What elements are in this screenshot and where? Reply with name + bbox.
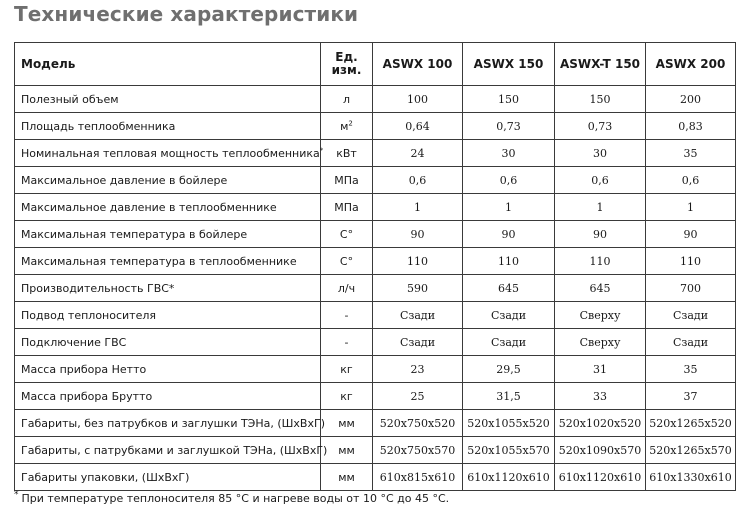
row-parameter-label: Номинальная тепловая мощность теплообменника bbox=[21, 146, 320, 160]
footnote-marker: * bbox=[14, 490, 19, 501]
row-unit bbox=[321, 248, 373, 275]
row-unit-label: кг bbox=[340, 389, 353, 403]
row-value-model-2: Сзади bbox=[463, 329, 555, 356]
row-unit-label: МПа bbox=[334, 173, 359, 187]
row-value-model-1: 610x815x610 bbox=[373, 464, 463, 491]
table-row bbox=[15, 464, 736, 491]
row-unit-label: кг bbox=[340, 362, 353, 376]
row-parameter-name bbox=[15, 464, 321, 491]
row-value-model-2: 645 bbox=[463, 275, 555, 302]
row-unit bbox=[321, 437, 373, 464]
row-value-model-4: 700 bbox=[646, 275, 736, 302]
row-value-model-4: 37 bbox=[646, 383, 736, 410]
row-value-model-4: 1 bbox=[646, 194, 736, 221]
row-value-model-3: 645 bbox=[555, 275, 646, 302]
table-row bbox=[15, 437, 736, 464]
row-parameter-label: Максимальная температура в бойлере bbox=[21, 227, 248, 241]
table-header-row bbox=[15, 43, 736, 86]
header-model-3: ASWX-T 150 bbox=[555, 43, 646, 86]
row-parameter-name bbox=[15, 248, 321, 275]
row-parameter-label: Производительность ГВС* bbox=[21, 281, 175, 295]
row-parameter-label: Габариты, без патрубков и заглушки ТЭНа, (ШхВхГ) bbox=[21, 416, 325, 430]
row-unit-label: мм bbox=[338, 443, 355, 457]
row-unit-label: л bbox=[342, 92, 351, 106]
row-value-model-4: 610x1330x610 bbox=[646, 464, 736, 491]
header-unit-line1: Ед. bbox=[335, 50, 358, 64]
row-parameter-name bbox=[15, 383, 321, 410]
row-value-model-2: 610x1120x610 bbox=[463, 464, 555, 491]
row-value-model-3: 110 bbox=[555, 248, 646, 275]
row-parameter-label: Максимальное давление в теплообменнике bbox=[21, 200, 277, 214]
row-value-model-1: 520x750x520 bbox=[373, 410, 463, 437]
row-unit-label: - bbox=[344, 308, 349, 322]
row-value-model-4: 520x1265x520 bbox=[646, 410, 736, 437]
row-unit-superscript: 2 bbox=[348, 118, 353, 127]
row-value-model-4: 200 bbox=[646, 86, 736, 113]
row-parameter-label: Максимальное давление в бойлере bbox=[21, 173, 228, 187]
row-unit bbox=[321, 356, 373, 383]
table-row bbox=[15, 113, 736, 140]
row-value-model-2: 150 bbox=[463, 86, 555, 113]
row-parameter-name bbox=[15, 302, 321, 329]
row-unit bbox=[321, 113, 373, 140]
row-parameter-name bbox=[15, 356, 321, 383]
row-value-model-4: 90 bbox=[646, 221, 736, 248]
row-value-model-2: 1 bbox=[463, 194, 555, 221]
row-parameter-footnote-marker: * bbox=[319, 145, 324, 154]
row-unit-label: кВт bbox=[336, 146, 357, 160]
row-parameter-label: Масса прибора Брутто bbox=[21, 389, 153, 403]
row-unit-label: л/ч bbox=[337, 281, 356, 295]
row-value-model-4: 110 bbox=[646, 248, 736, 275]
row-value-model-3: Сверху bbox=[555, 329, 646, 356]
row-value-model-3: 1 bbox=[555, 194, 646, 221]
header-model-2: ASWX 150 bbox=[463, 43, 555, 86]
page-title: Технические характеристики bbox=[14, 2, 359, 26]
row-value-model-2: 29,5 bbox=[463, 356, 555, 383]
row-unit bbox=[321, 275, 373, 302]
row-value-model-3: 31 bbox=[555, 356, 646, 383]
row-parameter-name bbox=[15, 140, 324, 167]
row-parameter-name bbox=[15, 113, 321, 140]
row-unit-label: С° bbox=[339, 227, 354, 241]
row-value-model-2: 31,5 bbox=[463, 383, 555, 410]
spec-table bbox=[14, 42, 736, 491]
row-unit-label: м bbox=[340, 119, 349, 133]
row-unit bbox=[321, 140, 373, 167]
row-unit bbox=[321, 194, 373, 221]
table-row bbox=[15, 140, 736, 167]
row-value-model-2: 110 bbox=[463, 248, 555, 275]
row-parameter-name bbox=[15, 167, 321, 194]
row-value-model-1: 590 bbox=[373, 275, 463, 302]
row-value-model-1: 1 bbox=[373, 194, 463, 221]
row-parameter-name bbox=[15, 221, 321, 248]
table-row bbox=[15, 356, 736, 383]
row-parameter-name bbox=[15, 410, 325, 437]
row-unit bbox=[321, 302, 373, 329]
row-unit-label: С° bbox=[339, 254, 354, 268]
row-value-model-4: 520x1265x570 bbox=[646, 437, 736, 464]
row-unit-label: - bbox=[344, 335, 349, 349]
row-parameter-name bbox=[15, 437, 328, 464]
row-value-model-1: 110 bbox=[373, 248, 463, 275]
row-value-model-1: 23 bbox=[373, 356, 463, 383]
row-value-model-2: 520x1055x520 bbox=[463, 410, 555, 437]
row-unit bbox=[321, 410, 373, 437]
header-model-4: ASWX 200 bbox=[646, 43, 736, 86]
footnote bbox=[14, 492, 449, 505]
table-row bbox=[15, 194, 736, 221]
table-row bbox=[15, 329, 736, 356]
row-value-model-2: 90 bbox=[463, 221, 555, 248]
table-row bbox=[15, 275, 736, 302]
row-value-model-1: Сзади bbox=[373, 329, 463, 356]
row-value-model-1: 0,6 bbox=[373, 167, 463, 194]
row-parameter-label: Масса прибора Нетто bbox=[21, 362, 147, 376]
row-value-model-1: 24 bbox=[373, 140, 463, 167]
row-value-model-3: 0,73 bbox=[555, 113, 646, 140]
row-value-model-4: 0,83 bbox=[646, 113, 736, 140]
row-parameter-name bbox=[15, 329, 321, 356]
table-row bbox=[15, 302, 736, 329]
row-value-model-3: 0,6 bbox=[555, 167, 646, 194]
table-row bbox=[15, 248, 736, 275]
row-value-model-2: 520x1055x570 bbox=[463, 437, 555, 464]
row-value-model-2: 30 bbox=[463, 140, 555, 167]
row-unit bbox=[321, 329, 373, 356]
row-value-model-1: 25 bbox=[373, 383, 463, 410]
footnote-text: При температуре теплоносителя 85 °С и нагреве воды от 10 °С до 45 °С. bbox=[21, 492, 450, 505]
row-value-model-3: 520x1090x570 bbox=[555, 437, 646, 464]
row-value-model-4: 0,6 bbox=[646, 167, 736, 194]
row-value-model-3: 30 bbox=[555, 140, 646, 167]
header-unit bbox=[321, 43, 373, 86]
row-unit-label: мм bbox=[338, 470, 355, 484]
row-value-model-4: 35 bbox=[646, 140, 736, 167]
row-value-model-3: 520x1020x520 bbox=[555, 410, 646, 437]
row-value-model-1: Сзади bbox=[373, 302, 463, 329]
table-row bbox=[15, 221, 736, 248]
row-parameter-label: Максимальная температура в теплообменнике bbox=[21, 254, 297, 268]
row-value-model-4: Сзади bbox=[646, 329, 736, 356]
row-value-model-3: 90 bbox=[555, 221, 646, 248]
row-parameter-label: Габариты, с патрубками и заглушкой ТЭНа, (ШхВхГ) bbox=[21, 443, 328, 457]
row-value-model-1: 0,64 bbox=[373, 113, 463, 140]
row-unit bbox=[321, 383, 373, 410]
row-unit-label: мм bbox=[338, 416, 355, 430]
header-unit-line2: изм. bbox=[331, 63, 362, 77]
row-value-model-4: 35 bbox=[646, 356, 736, 383]
spec-table-body bbox=[15, 86, 736, 491]
row-value-model-4: Сзади bbox=[646, 302, 736, 329]
row-parameter-label: Подвод теплоносителя bbox=[21, 308, 156, 322]
row-parameter-label: Площадь теплообменника bbox=[21, 119, 176, 133]
row-parameter-label: Подключение ГВС bbox=[21, 335, 127, 349]
table-row bbox=[15, 167, 736, 194]
table-row bbox=[15, 383, 736, 410]
row-parameter-name bbox=[15, 275, 321, 302]
row-unit bbox=[321, 464, 373, 491]
row-value-model-3: 150 bbox=[555, 86, 646, 113]
row-parameter-name bbox=[15, 86, 321, 113]
row-value-model-2: 0,6 bbox=[463, 167, 555, 194]
row-unit bbox=[321, 167, 373, 194]
row-parameter-name bbox=[15, 194, 321, 221]
row-unit bbox=[321, 86, 373, 113]
row-value-model-3: 33 bbox=[555, 383, 646, 410]
header-model: Модель bbox=[15, 43, 321, 86]
row-parameter-label: Габариты упаковки, (ШхВхГ) bbox=[21, 470, 190, 484]
row-unit-label: МПа bbox=[334, 200, 359, 214]
row-unit bbox=[321, 221, 373, 248]
row-value-model-3: Сверху bbox=[555, 302, 646, 329]
row-value-model-2: 0,73 bbox=[463, 113, 555, 140]
table-row bbox=[15, 410, 736, 437]
row-value-model-3: 610x1120x610 bbox=[555, 464, 646, 491]
row-parameter-label: Полезный объем bbox=[21, 92, 119, 106]
row-value-model-2: Сзади bbox=[463, 302, 555, 329]
row-value-model-1: 520x750x570 bbox=[373, 437, 463, 464]
header-model-1: ASWX 100 bbox=[373, 43, 463, 86]
row-value-model-1: 100 bbox=[373, 86, 463, 113]
table-row bbox=[15, 86, 736, 113]
row-value-model-1: 90 bbox=[373, 221, 463, 248]
